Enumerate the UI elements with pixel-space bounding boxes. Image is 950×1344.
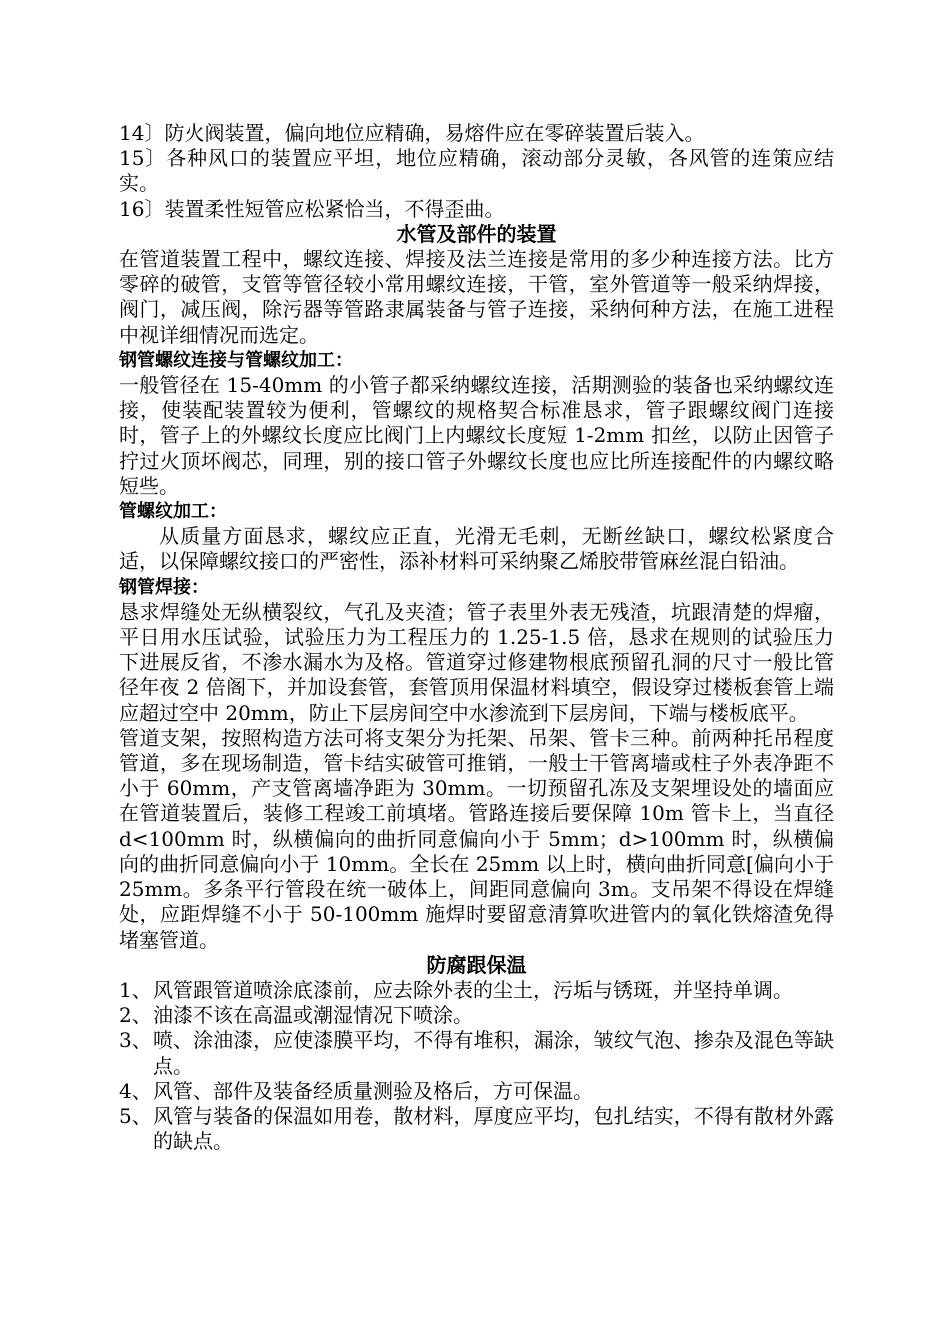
document-page	[119, 121, 834, 1154]
pipe-support-paragraph: 管道支架，按照构造方法可将支架分为托架、吊架、管卡三种。前两种托吊程度管道，多在现场制造，管卡结实破管可推销，一般士干管离墙或柱子外表净距不小于 60mm，产支管离墙净距为 30mm。一切预留孔冻及支架埋设处的墙面应在管道装置后，装修工程竣工前填堵。管路连接后要保障 10m 管卡上，当直径 d<100mm 时，纵横偏向的曲折同意偏向小于 5mm；d>100mm 时，纵横偏向的曲折同意偏向小于 10mm。全长在 25mm 以上时，横向曲折同意[偏向小于 25mm。多条平行管段在统一破体上，间距同意偏向 3m。支吊架不得设在焊缝处，应距焊缝不小于 50-100mm 施焊时要留意清算吹进管内的氧化铁熔渣免得堵塞管道。	[119, 725, 834, 952]
list-text: 喷、涂油漆，应使漆膜平均，不得有堆积，漏涂，皱纹气泡、掺杂及混色等缺点。	[153, 1028, 834, 1078]
thread-processing-heading: 管螺纹加工：	[119, 501, 227, 523]
item-16: 16〕装置柔性短管应松紧恰当，不得歪曲。	[119, 196, 505, 221]
thread-connection-paragraph: 一般管径在 15-40mm 的小管子都采纳螺纹连接，活期测验的装备也采纳螺纹连接，使装配装置较为便利，管螺纹的规格契合标准恳求，管子跟螺纹阀门连接时，管子上的外螺纹长度应比阀门上内螺纹长度短 1-2mm 扣丝，以防止因管子拧过火顶坏阀芯，同理，别的接口管子外螺纹长度也应比所连接配件的内螺纹略短些。	[119, 373, 834, 498]
list-item	[119, 1079, 834, 1104]
list-item	[119, 1003, 834, 1028]
list-item	[119, 978, 834, 1003]
thread-processing-paragraph: 从质量方面恳求，螺纹应正直，光滑无毛刺，无断丝缺口，螺纹松紧度合适，以保障螺纹接口的严密性，添补材料可采纳聚乙烯胶带管麻丝混白铅油。	[119, 524, 834, 574]
list-number: 3、	[119, 1028, 152, 1053]
list-item	[119, 1104, 834, 1154]
section-title-corrosion-insulation: 防腐跟保温	[426, 952, 527, 977]
list-text: 风管跟管道喷涂底漆前，应去除外表的尘土，污垢与锈斑，并坚持单调。	[153, 977, 793, 1002]
list-number: 5、	[119, 1103, 152, 1128]
list-text: 风管与装备的保温如用卷，散材料，厚度应平均，包扎结实，不得有散材外露的缺点。	[153, 1103, 834, 1154]
list-text: 油漆不该在高温或潮湿情况下喷涂。	[153, 1003, 473, 1028]
list-number: 1、	[119, 977, 152, 1002]
welding-heading: 钢管焊接：	[119, 576, 209, 598]
list-item	[119, 1028, 834, 1078]
water-intro-paragraph: 在管道装置工程中，螺纹连接、焊接及法兰连接是常用的多少种连接方法。比方零碎的破管，支管等管径较小常用螺纹连接，干管，室外管道等一般采纳焊接，阀门，减压阀，除污器等管路隶属装备与管子连接，采纳何种方法，在施工进程中视详细情况而选定。	[119, 247, 834, 347]
list-number: 4、	[119, 1078, 152, 1103]
list-text: 风管、部件及装备经质量测验及格后，方可保温。	[153, 1078, 593, 1103]
section-title-water-pipes: 水管及部件的装置	[396, 221, 557, 246]
item-15: 15〕各种风口的装置应平坦，地位应精确，滚动部分灵敏，各风管的连策应结实。	[119, 146, 834, 196]
list-number: 2、	[119, 1003, 152, 1028]
welding-paragraph: 恳求焊缝处无纵横裂纹，气孔及夹渣；管子表里外表无残渣，坑跟清楚的焊瘤，平日用水压试验，试验压力为工程压力的 1.25-1.5 倍，恳求在规则的试验压力下进展反省，不渗水漏水为及格。管道穿过修建物根底预留孔洞的尺寸一般比管径年夜 2 倍阁下，并加设套管，套管顶用保温材料填空，假设穿过楼板套管上端应超过空中 20mm，防止下层房间空中水渗流到下层房间，下端与楼板底平。	[119, 599, 834, 725]
thread-connection-heading: 钢管螺纹连接与管螺纹加工：	[119, 349, 353, 371]
item-14: 14〕防火阀装置，偏向地位应精确，易熔件应在零碎装置后装入。	[119, 121, 705, 145]
